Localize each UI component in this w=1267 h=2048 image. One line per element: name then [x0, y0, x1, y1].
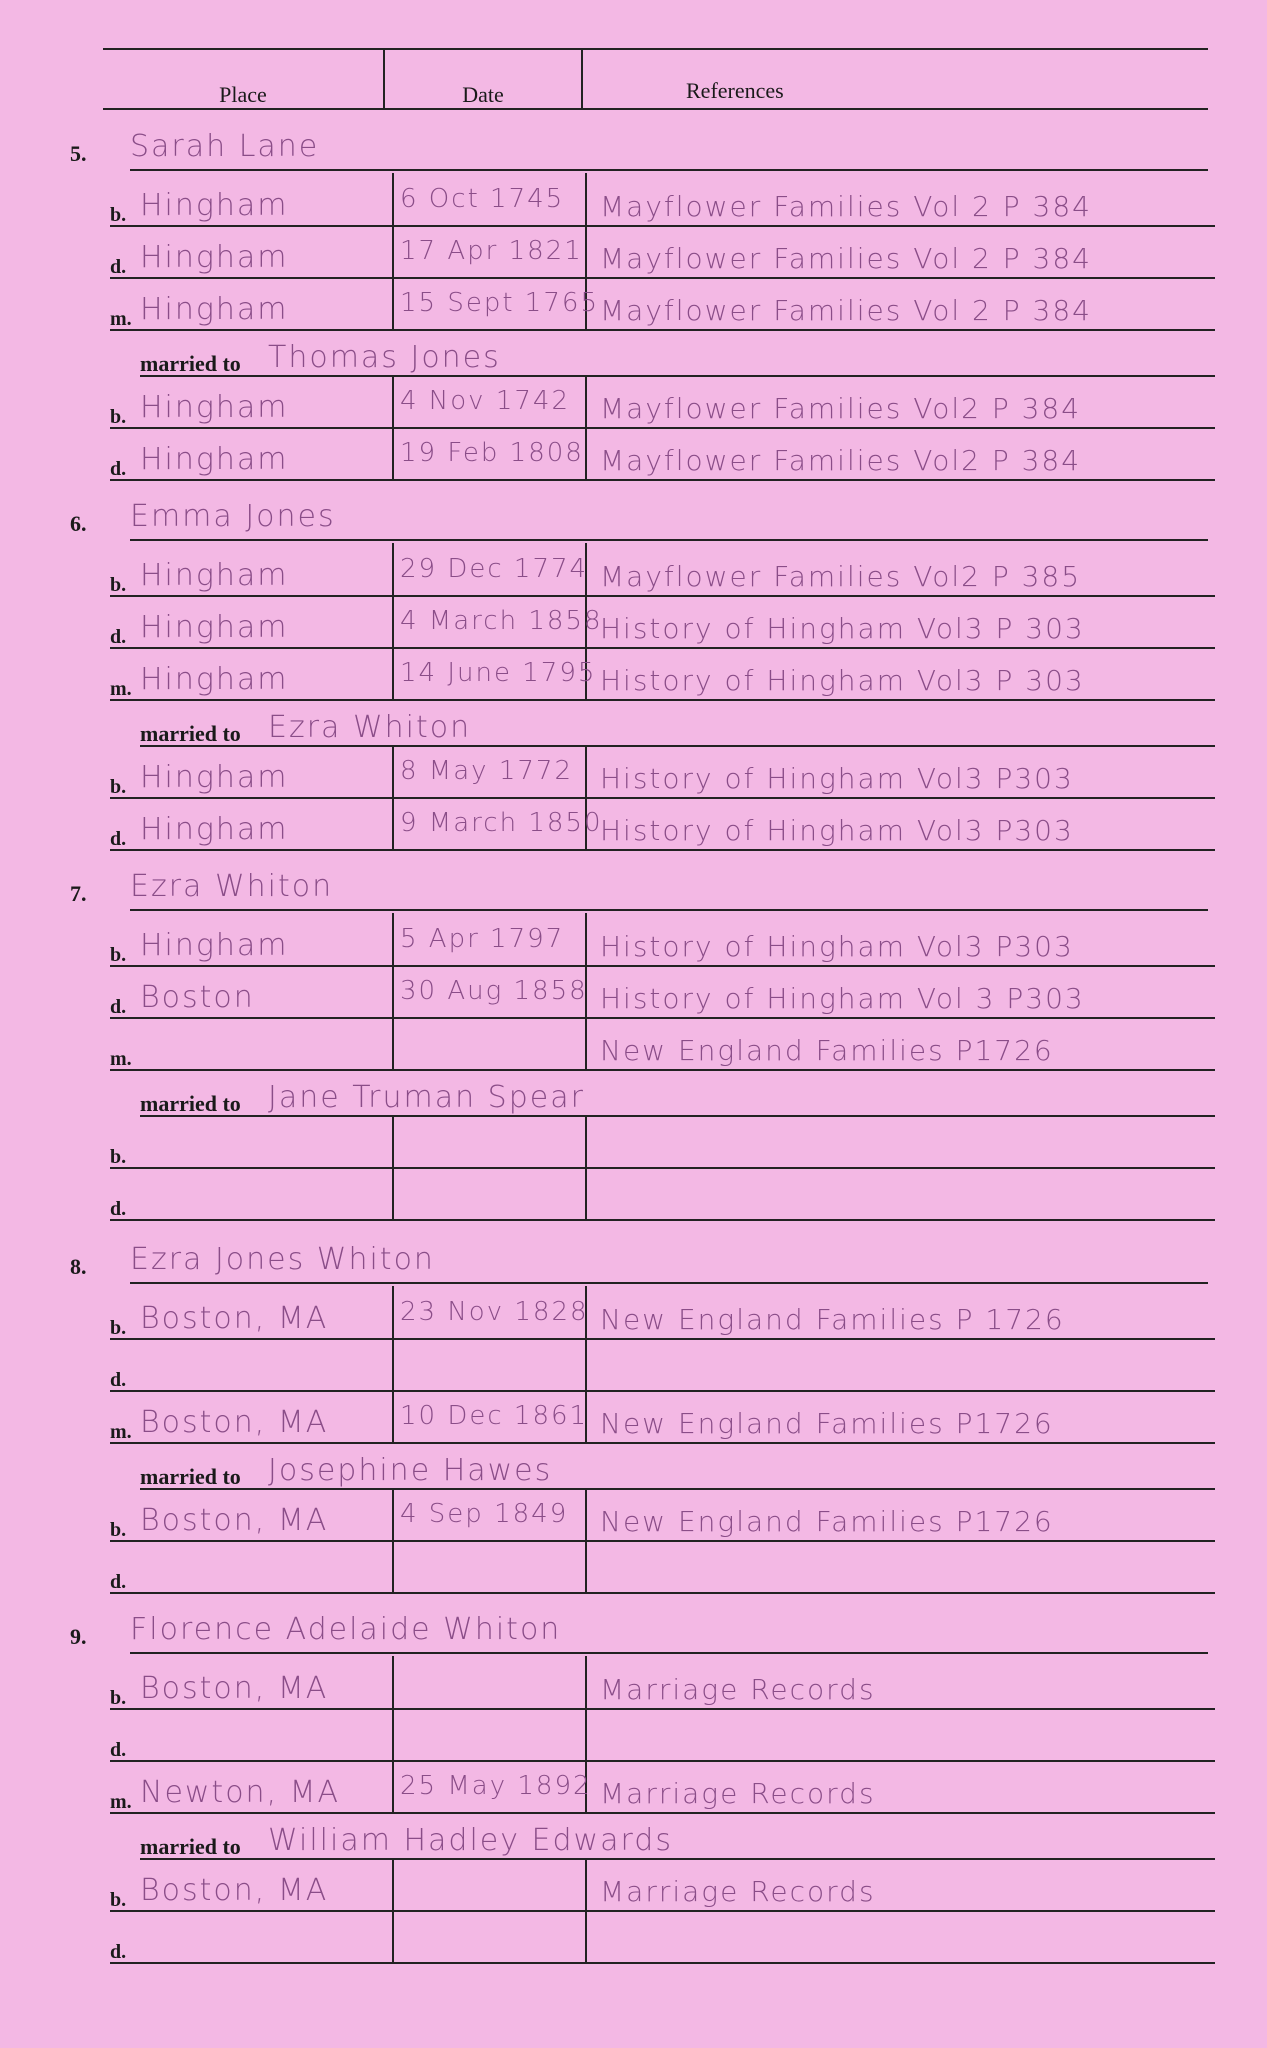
event-row-d	[110, 1708, 1215, 1762]
event-place: Hingham	[140, 558, 289, 593]
event-reference: Mayflower Families Vol2 P 384	[600, 392, 1082, 425]
event-label: b.	[110, 944, 127, 966]
event-date	[392, 1017, 587, 1069]
married-to-label: married to	[140, 721, 241, 746]
event-row-m	[110, 1390, 1215, 1444]
event-row-sd	[110, 427, 1215, 481]
married-to-line	[140, 1448, 1215, 1490]
event-row-d	[110, 1338, 1215, 1392]
date-column-header: Date	[385, 50, 583, 108]
person-number: 8.	[70, 1254, 87, 1279]
event-row-sd	[110, 1910, 1215, 1964]
event-place: Boston, MA	[140, 1301, 329, 1336]
event-date: 30 Aug 1858	[392, 965, 587, 1017]
event-label: b.	[110, 776, 127, 798]
event-label: b.	[110, 1146, 127, 1168]
event-label: b.	[110, 1519, 127, 1541]
event-reference: New England Families P1726	[600, 1034, 1054, 1067]
person-number: 6.	[70, 511, 87, 536]
event-label: d.	[110, 828, 127, 850]
event-date: 15 Sept 1765	[392, 277, 587, 329]
event-reference: Mayflower Families Vol 2 P 384	[600, 242, 1092, 275]
event-place: Hingham	[140, 442, 289, 477]
married-to-label: married to	[140, 351, 241, 376]
married-to-line	[140, 1818, 1215, 1860]
person-name: Sarah Lane	[130, 131, 1208, 171]
event-reference: Marriage Records	[600, 1673, 876, 1706]
event-date: 25 May 1892	[392, 1760, 587, 1812]
event-reference: History of Hingham Vol 3 P303	[600, 982, 1085, 1015]
event-date: 10 Dec 1861	[392, 1390, 587, 1442]
event-row-d	[110, 965, 1215, 1019]
event-reference: Marriage Records	[600, 1777, 876, 1810]
event-date: 23 Nov 1828	[392, 1286, 587, 1338]
event-reference: New England Families P1726	[600, 1407, 1054, 1440]
event-label: m.	[110, 678, 132, 700]
event-label: b.	[110, 1889, 127, 1911]
event-place: Hingham	[140, 292, 289, 327]
spouse-name: Josephine Hawes	[268, 1453, 553, 1488]
event-date	[392, 1540, 587, 1592]
event-label: d.	[110, 1198, 127, 1220]
event-date: 8 May 1772	[392, 745, 587, 797]
event-date	[392, 1115, 587, 1167]
event-label: d.	[110, 1571, 127, 1593]
event-place: Hingham	[140, 662, 289, 697]
event-label: d.	[110, 996, 127, 1018]
event-row-d	[110, 595, 1215, 649]
event-reference: Mayflower Families Vol2 P 384	[600, 444, 1082, 477]
form-header	[103, 48, 1208, 110]
event-place: Hingham	[140, 928, 289, 963]
event-reference: History of Hingham Vol3 P303	[600, 930, 1074, 963]
event-place: Boston, MA	[140, 1503, 329, 1538]
event-reference: Marriage Records	[600, 1875, 876, 1908]
event-place: Boston, MA	[140, 1671, 329, 1706]
event-date: 4 Nov 1742	[392, 375, 587, 427]
person-number: 5.	[70, 141, 87, 166]
event-place: Hingham	[140, 812, 289, 847]
event-date	[392, 1656, 587, 1708]
event-row-b	[110, 913, 1215, 967]
event-row-m	[110, 647, 1215, 701]
event-label: d.	[110, 458, 127, 480]
event-label: d.	[110, 256, 127, 278]
event-reference: History of Hingham Vol3 P 303	[600, 612, 1085, 645]
event-row-sb	[110, 1858, 1215, 1912]
event-place: Hingham	[140, 188, 289, 223]
event-label: b.	[110, 574, 127, 596]
event-place: Hingham	[140, 390, 289, 425]
event-place: Boston	[140, 980, 255, 1015]
event-date	[392, 1708, 587, 1760]
person-number: 9.	[70, 1624, 87, 1649]
event-place: Boston, MA	[140, 1873, 329, 1908]
event-date: 4 March 1858	[392, 595, 587, 647]
event-row-m	[110, 1760, 1215, 1814]
person-name: Florence Adelaide Whiton	[130, 1614, 1208, 1654]
person-name: Emma Jones	[130, 501, 1208, 541]
event-label: b.	[110, 406, 127, 428]
event-row-m	[110, 277, 1215, 331]
event-row-b	[110, 543, 1215, 597]
event-label: m.	[110, 308, 132, 330]
event-row-sb	[110, 1488, 1215, 1542]
event-label: b.	[110, 1317, 127, 1339]
spouse-name: Thomas Jones	[268, 340, 501, 375]
event-label: m.	[110, 1421, 132, 1443]
event-date: 5 Apr 1797	[392, 913, 587, 965]
event-date: 14 June 1795	[392, 647, 587, 699]
event-reference: Mayflower Families Vol 2 P 384	[600, 190, 1092, 223]
married-to-label: married to	[140, 1091, 241, 1116]
event-label: d.	[110, 1941, 127, 1963]
event-reference: New England Families P1726	[600, 1505, 1054, 1538]
event-row-sd	[110, 1540, 1215, 1594]
event-label: m.	[110, 1048, 132, 1070]
event-row-sb	[110, 745, 1215, 799]
event-row-b	[110, 1656, 1215, 1710]
event-reference: New England Families P 1726	[600, 1303, 1065, 1336]
event-reference: Mayflower Families Vol 2 P 384	[600, 294, 1092, 327]
event-place: Newton, MA	[140, 1775, 341, 1810]
married-to-label: married to	[140, 1834, 241, 1859]
event-row-sd	[110, 797, 1215, 851]
event-row-b	[110, 173, 1215, 227]
place-column-header: Place	[103, 50, 385, 108]
event-label: b.	[110, 1687, 127, 1709]
event-date	[392, 1167, 587, 1219]
event-date	[392, 1910, 587, 1962]
event-place: Hingham	[140, 240, 289, 275]
event-date: 4 Sep 1849	[392, 1488, 587, 1540]
event-reference: History of Hingham Vol3 P303	[600, 762, 1074, 795]
event-label: d.	[110, 1369, 127, 1391]
married-to-line	[140, 1075, 1215, 1117]
person-name: Ezra Whiton	[130, 871, 1208, 911]
event-date: 6 Oct 1745	[392, 173, 587, 225]
event-row-sb	[110, 375, 1215, 429]
event-place: Boston, MA	[140, 1405, 329, 1440]
event-label: d.	[110, 1739, 127, 1761]
married-to-line	[140, 705, 1215, 747]
event-row-sb	[110, 1115, 1215, 1169]
event-reference: History of Hingham Vol3 P 303	[600, 664, 1085, 697]
event-date	[392, 1338, 587, 1390]
spouse-name: William Hadley Edwards	[268, 1823, 673, 1858]
event-date	[392, 1858, 587, 1910]
event-row-b	[110, 1286, 1215, 1340]
event-date: 9 March 1850	[392, 797, 587, 849]
event-label: d.	[110, 626, 127, 648]
event-place: Hingham	[140, 610, 289, 645]
event-label: m.	[110, 1791, 132, 1813]
spouse-name: Ezra Whiton	[268, 710, 472, 745]
event-reference: History of Hingham Vol3 P303	[600, 814, 1074, 847]
married-to-label: married to	[140, 1464, 241, 1489]
references-column-header: References	[686, 78, 784, 103]
event-date: 29 Dec 1774	[392, 543, 587, 595]
event-place: Hingham	[140, 760, 289, 795]
event-label: b.	[110, 204, 127, 226]
event-row-m	[110, 1017, 1215, 1071]
person-number: 7.	[70, 881, 87, 906]
married-to-line	[140, 335, 1215, 377]
event-reference: Mayflower Families Vol2 P 385	[600, 560, 1082, 593]
event-row-d	[110, 225, 1215, 279]
event-date: 19 Feb 1808	[392, 427, 587, 479]
event-date: 17 Apr 1821	[392, 225, 587, 277]
person-name: Ezra Jones Whiton	[130, 1244, 1208, 1284]
spouse-name: Jane Truman Spear	[268, 1080, 585, 1115]
event-row-sd	[110, 1167, 1215, 1221]
